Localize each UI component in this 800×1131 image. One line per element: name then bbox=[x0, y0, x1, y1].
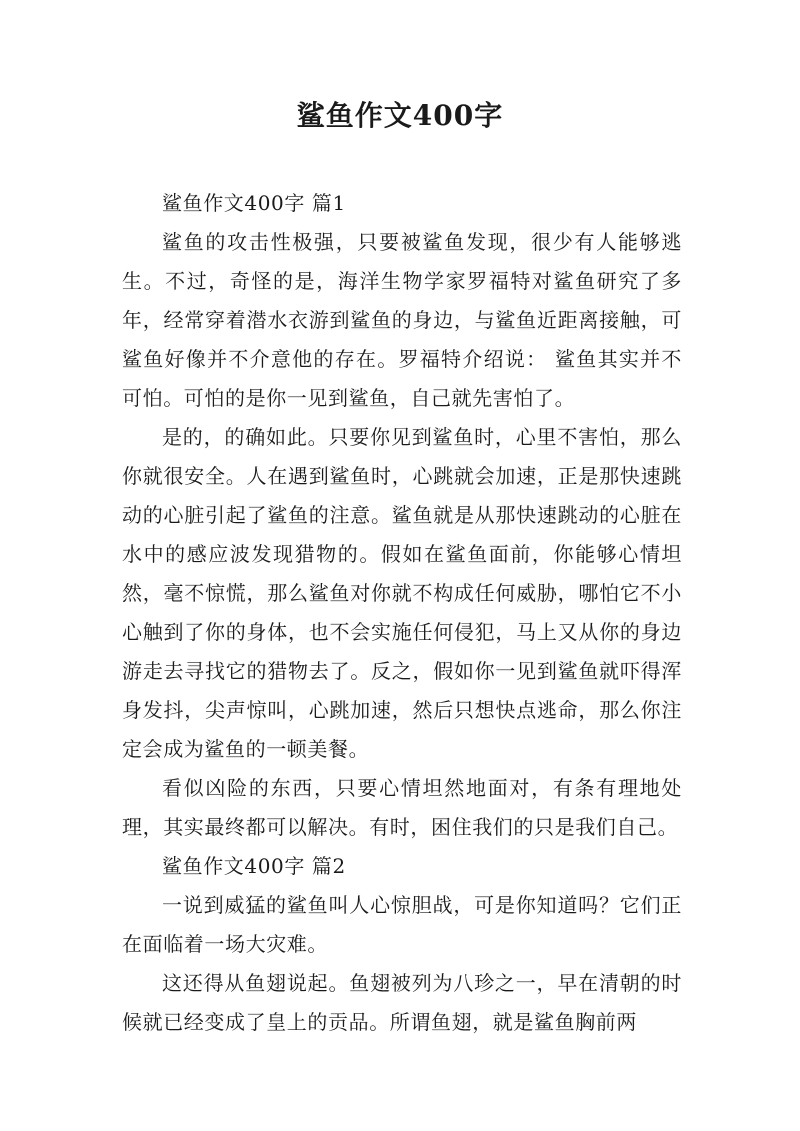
paragraph: 这还得从鱼翅说起。鱼翅被列为八珍之一，早在清朝的时候就已经变成了皇上的贡品。所谓鱼翅，就是鲨鱼胸前两 bbox=[122, 971, 682, 1034]
section-heading-1: 鲨鱼作文400字 篇1 bbox=[162, 191, 346, 215]
section-heading-2: 鲨鱼作文400字 篇2 bbox=[162, 854, 346, 878]
paragraph: 鲨鱼的攻击性极强，只要被鲨鱼发现，很少有人能够逃生。不过，奇怪的是，海洋生物学家罗福特对鲨鱼研究了多年，经常穿着潜水衣游到鲨鱼的身边，与鲨鱼近距离接触，可鲨鱼好像并不介意他的存在。罗福特介绍说： 鲨鱼其实并不可怕。可怕的是你一见到鲨鱼，自己就先害怕了。 bbox=[122, 230, 682, 410]
paragraph: 一说到威猛的鲨鱼叫人心惊胆战，可是你知道吗？它们正在面临着一场大灾难。 bbox=[122, 893, 682, 956]
paragraph: 是的，的确如此。只要你见到鲨鱼时，心里不害怕，那么你就很安全。人在遇到鲨鱼时，心跳就会加速，正是那快速跳动的心脏引起了鲨鱼的注意。鲨鱼就是从那快速跳动的心脏在水中的感应波发现猎物的。假如在鲨鱼面前，你能够心情坦然，毫不惊慌，那么鲨鱼对你就不构成任何威胁，哪怕它不小心触到了你的身体，也不会实施任何侵犯，马上又从你的身边游走去寻找它的猎物去了。反之，假如你一见到鲨鱼就吓得浑身发抖，尖声惊叫，心跳加速，然后只想快点逃命，那么你注定会成为鲨鱼的一顿美餐。 bbox=[122, 425, 682, 761]
page-title: 鲨鱼作文400字 bbox=[296, 99, 504, 132]
paragraph: 看似凶险的东西，只要心情坦然地面对，有条有理地处理，其实最终都可以解决。有时，困住我们的只是我们自己。 bbox=[122, 776, 682, 839]
document-body bbox=[122, 184, 682, 1042]
